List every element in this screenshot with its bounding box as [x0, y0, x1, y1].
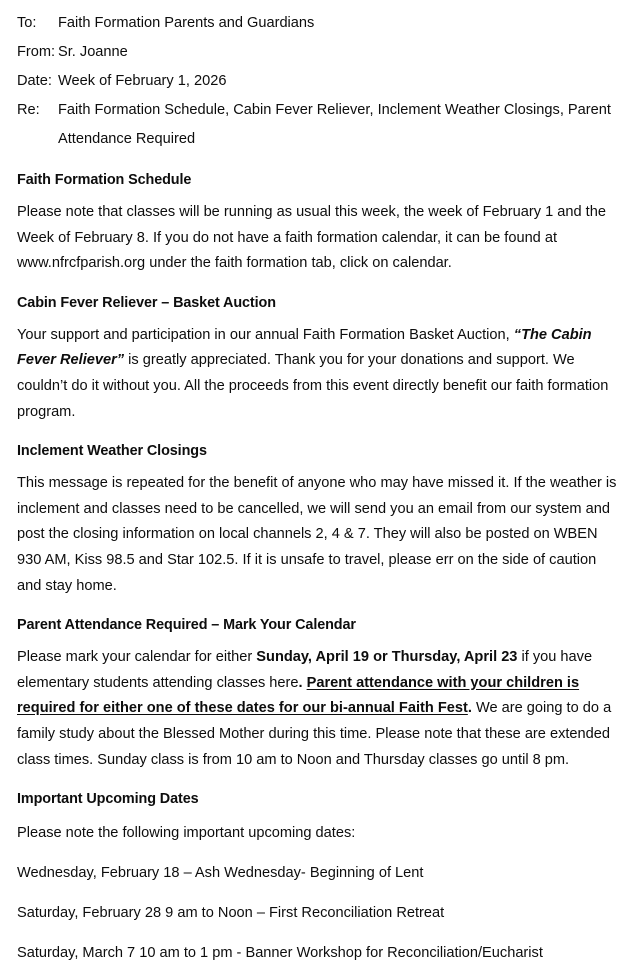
upcoming-date-item-3: Saturday, March 7 10 am to 1 pm - Banner Workshop for Reconciliation/Eucharist — [17, 945, 543, 962]
memo-label-from: From: — [17, 44, 56, 60]
heading-important-upcoming-dates: Important Upcoming Dates — [17, 791, 199, 808]
memo-row-date — [17, 67, 629, 96]
upcoming-date-item-1: Wednesday, February 18 – Ash Wednesday- Beginning of Lent — [17, 865, 424, 882]
paragraph-cabin-fever-reliever — [17, 323, 629, 425]
memo-row-re — [17, 96, 629, 154]
auction-event-name: “The Cabin Fever Reliever” — [17, 326, 592, 369]
heading-faith-formation-schedule: Faith Formation Schedule — [17, 172, 192, 188]
paragraph-inclement-weather-closings: This message is repeated for the benefit of anyone who may have missed it. If the weather is inclement and classes need to be cancelled, we will send you an email from our system and post the closing information on local channels 2, 4 & 7. They will also be posted on WBEN 930 AM, Kiss 98.5 and Star 102.5. If it is unsafe to travel, please err on the side of caution and stay home. — [17, 475, 617, 594]
memo-value-to: Faith Formation Parents and Guardians — [58, 15, 315, 31]
auction-text-tail: is greatly appreciated. Thank you for your donations and support. We couldn’t do it without you. All the proceeds from this event directly benefit our faith formation program. — [17, 352, 609, 420]
memo-label-date: Date: — [17, 73, 52, 89]
paragraph-upcoming-dates-intro: Please note the following important upcoming dates: — [17, 825, 356, 842]
attendance-text-mid: if you have elementary students attending classes here — [17, 649, 593, 691]
memo-header — [17, 9, 629, 154]
memo-label-re: Re: — [17, 102, 40, 118]
attendance-text-lead: Please mark your calendar for either — [17, 649, 257, 666]
heading-parent-attendance-required: Parent Attendance Required – Mark Your Calendar — [17, 617, 356, 634]
attendance-text-tail: We are going to do a family study about the Blessed Mother during this time. Please note that these are extended class times. Sunday class is from 10 am to Noon and Thursday classes go until 8 pm. — [17, 700, 612, 768]
paragraph-faith-formation-schedule: Please note that classes will be running as usual this week, the week of February 1 and the Week of February 8. If you do not have a faith formation calendar, it can be found at www.nfrcfparish.org under the faith formation tab, click on calendar. — [17, 204, 606, 272]
attendance-requirement-underlined: Parent attendance with your children is required for either one of these dates for our bi-annual Faith Fest — [17, 674, 580, 717]
memo-row-from — [17, 38, 629, 67]
upcoming-date-item-2: Saturday, February 28 9 am to Noon – First Reconciliation Retreat — [17, 905, 445, 922]
memo-row-to — [17, 9, 629, 38]
memo-value-date: Week of February 1, 2026 — [58, 73, 227, 89]
attendance-dates-bold: Sunday, April 19 or Thursday, April 23 — [256, 649, 518, 666]
attendance-period-bold: . — [298, 674, 307, 691]
memo-value-re: Faith Formation Schedule, Cabin Fever Reliever, Inclement Weather Closings, Parent Attendance Required — [58, 102, 611, 147]
attendance-requirement-period: . — [467, 700, 472, 717]
auction-text-lead: Your support and participation in our annual Faith Formation Basket Auction, — [17, 326, 514, 343]
paragraph-parent-attendance-required — [17, 645, 629, 773]
heading-inclement-weather-closings: Inclement Weather Closings — [17, 443, 207, 460]
heading-cabin-fever-reliever: Cabin Fever Reliever – Basket Auction — [17, 294, 276, 311]
memo-label-to: To: — [17, 15, 37, 31]
memo-value-from: Sr. Joanne — [58, 44, 128, 60]
